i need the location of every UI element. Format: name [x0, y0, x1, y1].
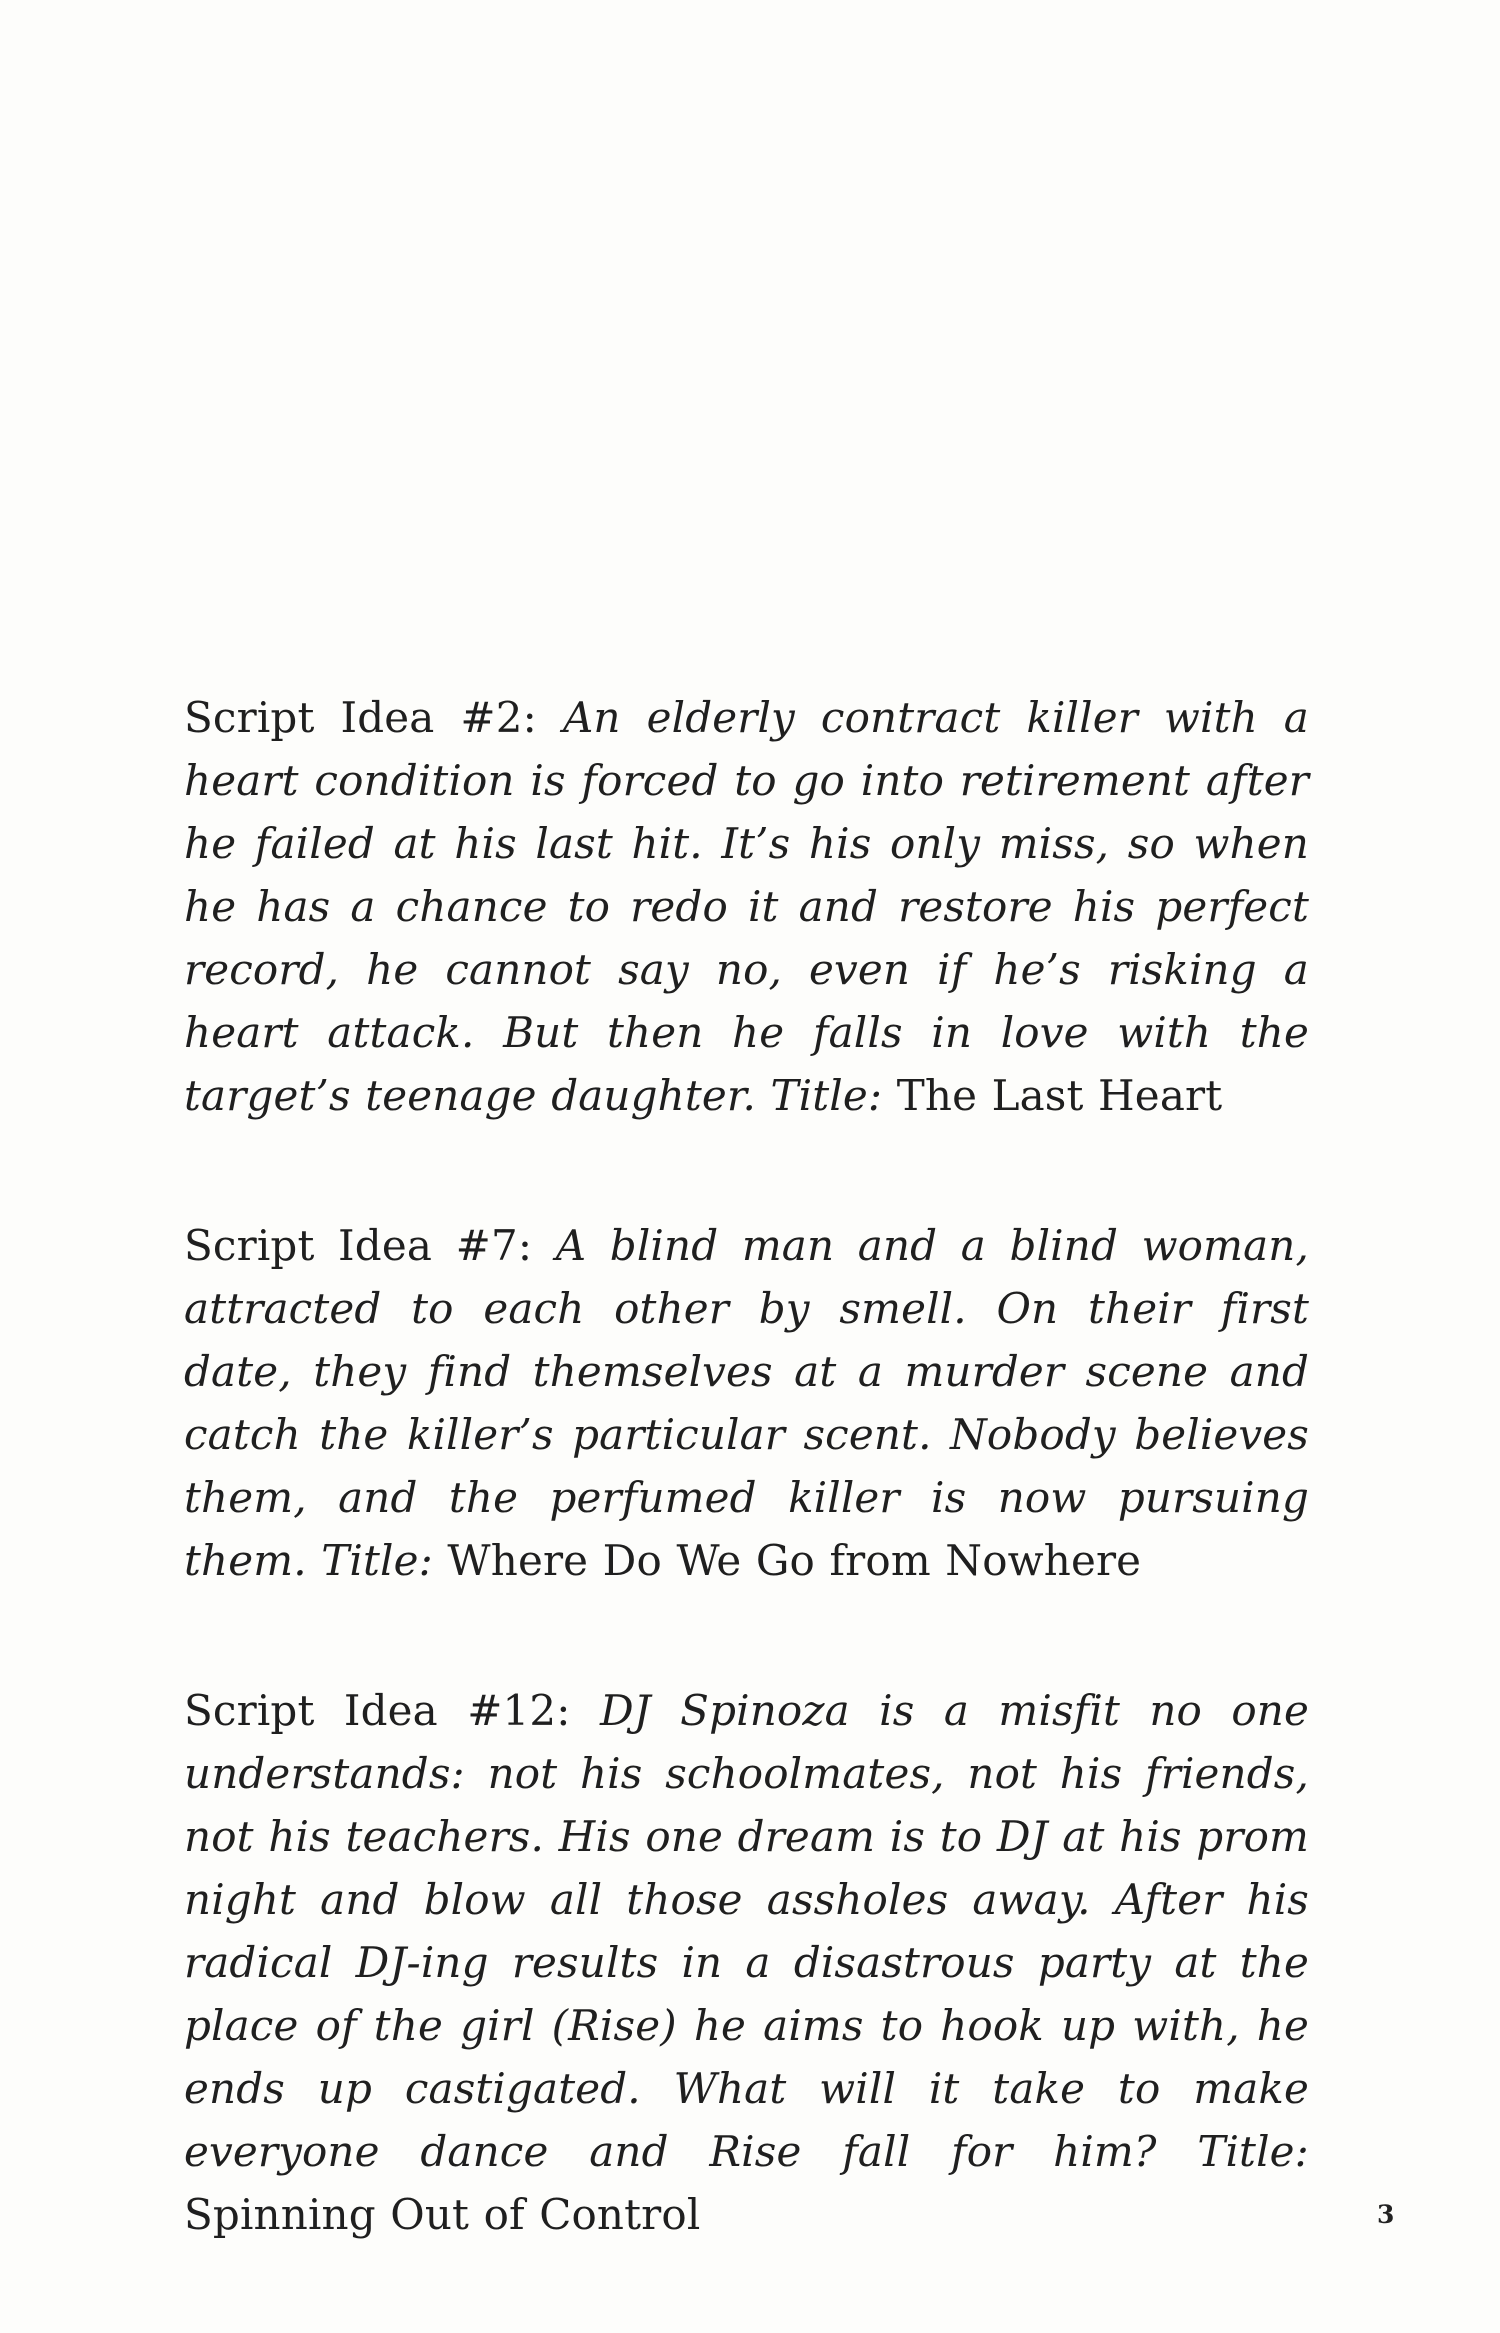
- idea-description: An elderly contract killer with a heart condition is forced to go into retirement after he failed at his last hit. It’s his only miss, so when he has a chance to redo it and restore his perfect record, he cannot say no, even if he’s risking a heart attack. But then he falls in love with the target’s teenage daughter.: [184, 693, 1309, 1120]
- idea-title: Spinning Out of Control: [184, 2190, 701, 2239]
- script-idea-2: [184, 686, 1309, 1127]
- script-idea-12: [184, 1679, 1309, 2246]
- page-number: 3: [1377, 2200, 1395, 2229]
- idea-title-label: Title:: [321, 1536, 433, 1585]
- idea-title: Where Do We Go from Nowhere: [447, 1536, 1142, 1585]
- idea-label: Script Idea #12:: [184, 1686, 571, 1735]
- script-idea-7: [184, 1214, 1309, 1592]
- idea-title-label: Title:: [770, 1071, 883, 1120]
- idea-label: Script Idea #7:: [184, 1221, 533, 1270]
- idea-label: Script Idea #2:: [184, 693, 537, 742]
- script-ideas-list: [184, 686, 1309, 2333]
- idea-title-label: Title:: [1197, 2127, 1309, 2176]
- idea-description: DJ Spinoza is a misfit no one understands: not his schoolmates, not his friends, not his teachers. His one dream is to DJ at his prom night and blow all those assholes away. After his radical DJ-ing results in a disastrous party at the place of the girl (Rise) he aims to hook up with, he ends up castigated. What will it take to make everyone dance and Rise fall for him?: [184, 1686, 1309, 2176]
- idea-title: The Last Heart: [896, 1071, 1223, 1120]
- idea-description: A blind man and a blind woman, attracted to each other by smell. On their first date, they find themselves at a murder scene and catch the killer’s particular scent. Nobody believes them, and the perfumed killer is now pursuing them.: [184, 1221, 1309, 1585]
